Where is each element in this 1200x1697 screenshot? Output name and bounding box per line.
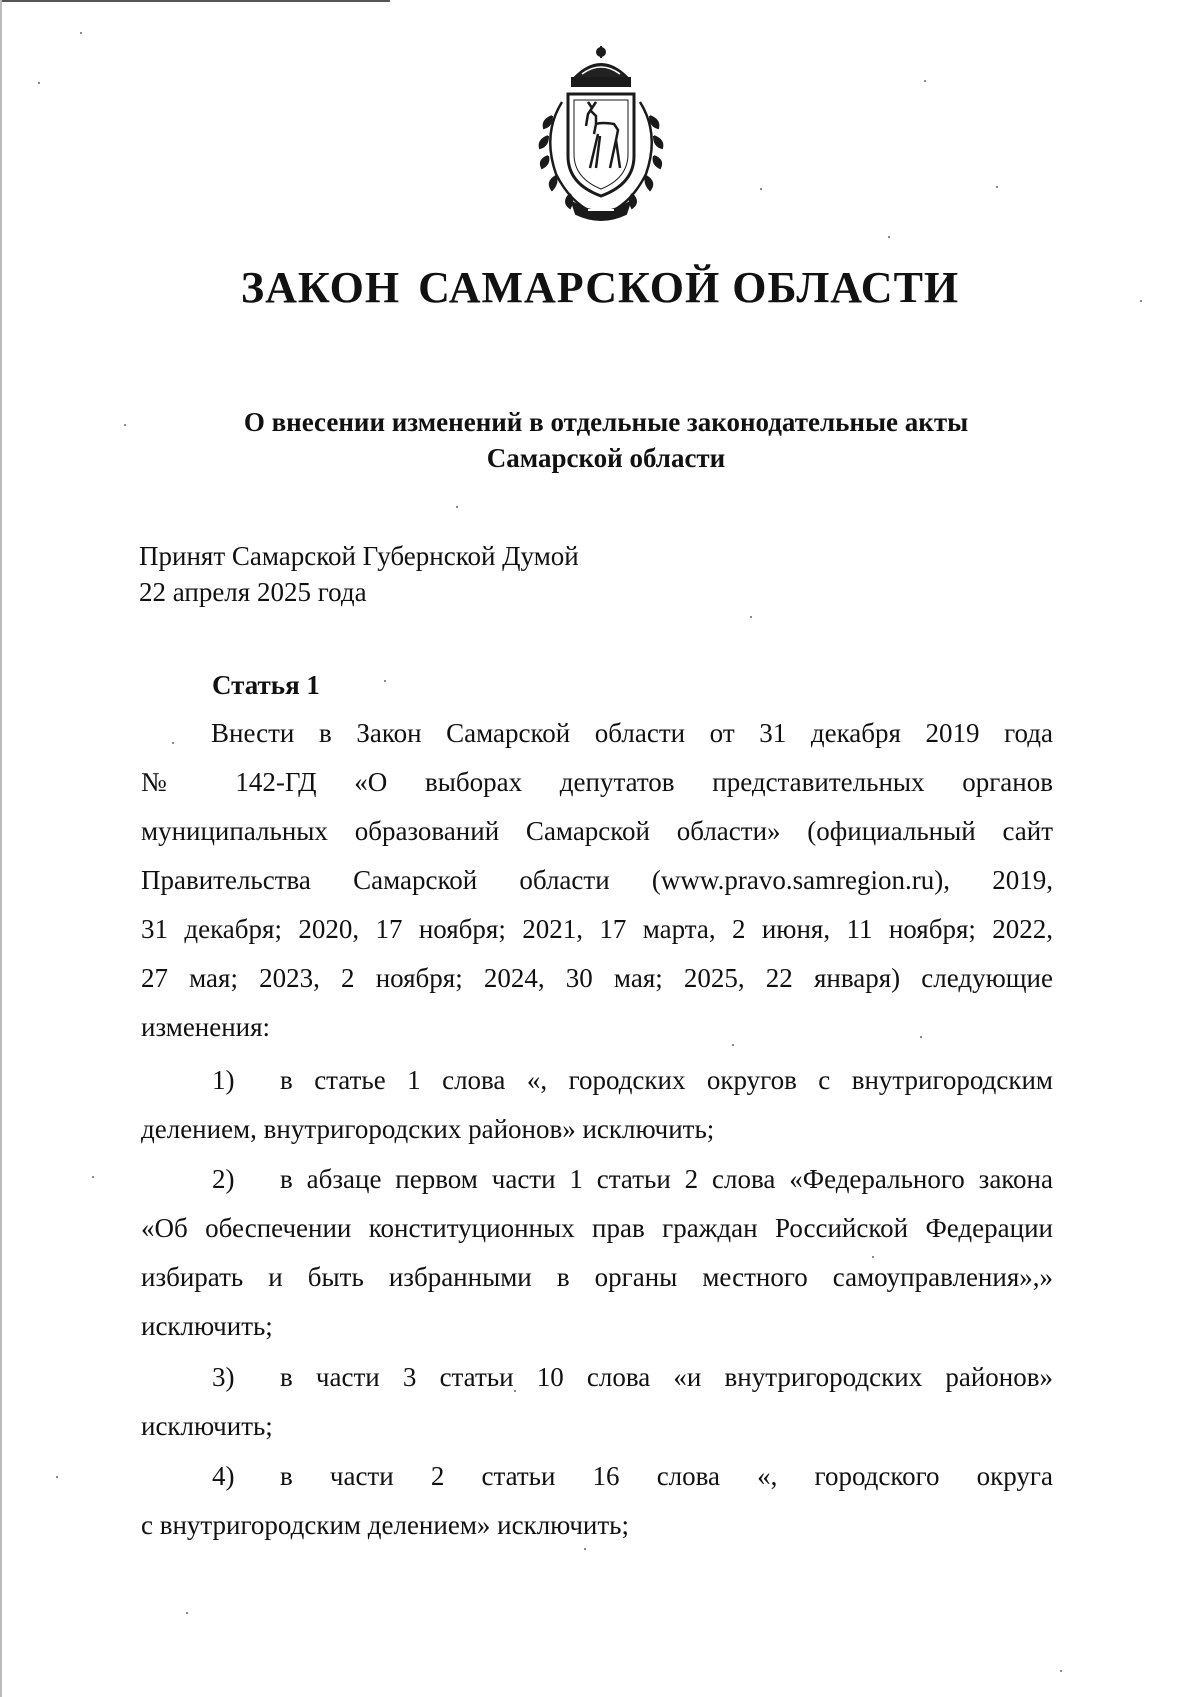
scan-speck [186,1612,188,1614]
scan-speck [1060,1670,1062,1672]
law-title [0,262,1200,313]
article-heading: Статья 1 [212,670,320,700]
body-line: делением, внутригородских районов» исключить; [141,1114,715,1144]
list-item-number: 3) [212,1362,235,1392]
body-line: 31 декабря; 2020, 17 ноября; 2021, 17 марта, 2 июня, 11 ноября; 2022, [141,914,1053,944]
scan-speck [80,32,82,34]
list-item-number: 1) [212,1065,235,1095]
scan-speck [760,188,762,190]
scan-speck [456,506,458,508]
body-line: Правительства Самарской области (www.pravo.samregion.ru), 2019, [141,865,1053,895]
list-item-text: в статье 1 слова «, городских округов с внутригородским [280,1065,1053,1095]
body-line: с внутригородским делением» исключить; [141,1510,629,1540]
scan-speck [924,80,926,82]
law-title-part2: САМАРСКОЙ ОБЛАСТИ [418,263,960,312]
body-line: № 142-ГД «О выборах депутатов представительных органов [141,767,1053,797]
law-title-part1: ЗАКОН [240,263,401,312]
body-line: избирать и быть избранными в органы местного самоуправления»,» [141,1262,1053,1292]
scan-edge-left [0,0,2,1697]
scan-speck [584,1548,586,1550]
scan-speck [888,236,890,238]
body-line: муниципальных образований Самарской области» (официальный сайт [141,816,1053,846]
list-item-text: в части 2 статьи 16 слова «, городского округа [280,1461,1053,1491]
scan-speck [38,82,40,84]
adoption-note [139,538,579,610]
body-line: исключить; [141,1411,273,1441]
scan-speck [92,1176,94,1178]
list-item [212,1162,1053,1196]
body-line: Внести в Закон Самарской области от 31 декабря 2019 года [211,718,1053,748]
subtitle-line: Самарской области [486,443,726,473]
samara-coat-of-arms-icon [522,44,680,222]
body-line: 27 мая; 2023, 2 ноября; 2024, 30 мая; 2025, 22 января) следующие [141,963,1053,993]
list-item-text: в части 3 статьи 10 слова «и внутригородских районов» [280,1362,1053,1392]
scan-edge-top [0,0,390,2]
law-subtitle [0,404,1200,476]
body-line: изменения: [141,1012,271,1042]
scan-speck [872,1256,874,1258]
adopted-date: 22 апреля 2025 года [139,577,367,607]
adopted-by: Принят Самарской Губернской Думой [139,541,579,571]
list-item-number: 2) [212,1164,235,1194]
scan-speck [384,680,386,682]
body-line: «Об обеспечении конституционных прав граждан Российской Федерации [141,1213,1053,1243]
scan-speck [996,186,998,188]
scan-speck [750,616,752,618]
list-item [212,1063,1053,1097]
scan-speck [56,1476,58,1478]
list-item [212,1459,1053,1493]
list-item [212,1360,1053,1394]
subtitle-line: О внесении изменений в отдельные законодательные акты [243,407,969,437]
scan-speck [732,1044,734,1046]
list-item-number: 4) [212,1461,235,1491]
list-item-text: в абзаце первом части 1 статьи 2 слова «Федерального закона [280,1164,1053,1194]
body-line: исключить; [141,1311,273,1341]
